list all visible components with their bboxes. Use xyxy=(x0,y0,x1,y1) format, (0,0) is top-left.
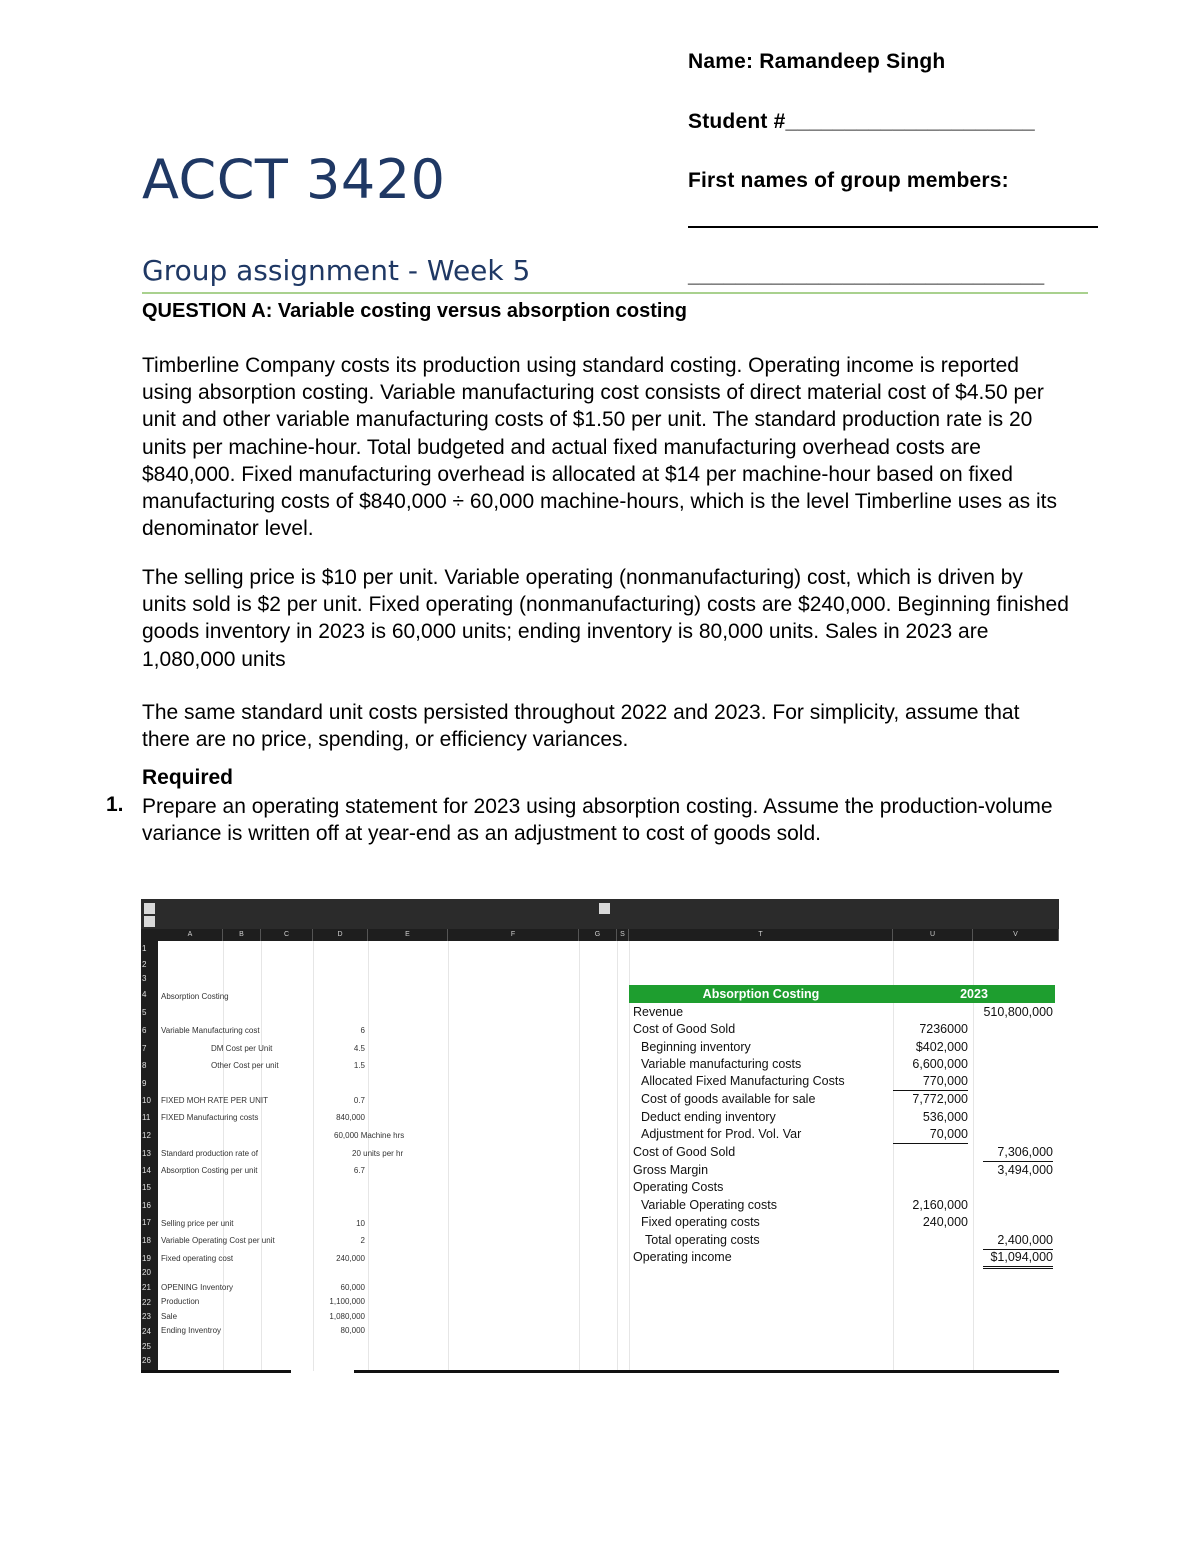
cell-value: 4.5 xyxy=(353,1044,365,1053)
col-header: D xyxy=(313,929,368,941)
cell-value: 1,100,000 xyxy=(329,1297,365,1306)
cell-value: 1.5 xyxy=(353,1061,365,1070)
statement-label: Allocated Fixed Manufacturing Costs xyxy=(641,1074,845,1088)
row-number: 19 xyxy=(142,1254,151,1263)
statement-value: 770,000 xyxy=(893,1073,968,1091)
col-header: S xyxy=(617,929,629,941)
row-header-bar xyxy=(141,941,158,1371)
statement-label: Variable manufacturing costs xyxy=(641,1057,802,1071)
statement-value: 3,494,000 xyxy=(997,1163,1053,1177)
cell-value: 840,000 xyxy=(336,1113,365,1122)
statement-label: Beginning inventory xyxy=(641,1040,751,1054)
row-number: 7 xyxy=(142,1044,147,1053)
paragraph-3: The same standard unit costs persisted throughout 2022 and 2023. For simplicity, assume that there are no price, spending, or efficiency variances. xyxy=(142,701,1020,752)
requirement-number: 1. xyxy=(106,793,124,816)
row-number: 17 xyxy=(142,1218,151,1227)
row-number: 20 xyxy=(142,1268,151,1277)
grid-line xyxy=(893,941,894,1371)
cell-value: 6 xyxy=(360,1026,365,1035)
statement-label: Cost of goods available for sale xyxy=(641,1092,816,1106)
col-header: F xyxy=(448,929,579,941)
row-number: 23 xyxy=(142,1312,151,1321)
row-number: 16 xyxy=(142,1201,151,1210)
col-header: G xyxy=(579,929,617,941)
cell-label: Absorption Costing per unit xyxy=(161,1166,258,1175)
title-rule xyxy=(142,292,1088,294)
assignment-subtitle: Group assignment - Week 5 xyxy=(142,254,531,287)
column-header-bar xyxy=(141,929,1059,941)
grid-line xyxy=(579,941,580,1371)
row-number: 24 xyxy=(142,1327,151,1336)
cell-label: Ending Inventroy xyxy=(161,1326,222,1335)
spreadsheet-screenshot xyxy=(141,899,1059,1374)
col-header: C xyxy=(261,929,313,941)
cell-value: 60,000 Machine hrs xyxy=(334,1131,405,1140)
cell-value: 1,080,000 xyxy=(329,1312,365,1321)
cell-label: Fixed operating cost xyxy=(161,1254,234,1263)
statement-value: 536,000 xyxy=(922,1110,968,1124)
statement-value: 7,772,000 xyxy=(912,1092,968,1106)
name-label: Name: Ramandeep Singh xyxy=(688,50,946,73)
statement-value: 7236000 xyxy=(919,1022,968,1036)
cell-value: 80,000 xyxy=(340,1326,365,1335)
requirement-text: Prepare an operating statement for 2023 using absorption costing. Assume the production-volume variance is written off at year-end as an adjustment to cost of goods sold. xyxy=(142,795,1053,846)
row-number: 13 xyxy=(142,1149,151,1158)
statement-value: 240,000 xyxy=(922,1215,968,1229)
cell-label: DM Cost per Unit xyxy=(211,1044,273,1053)
student-number-label: Student #_____________________ xyxy=(688,110,1035,133)
split-icon xyxy=(599,903,610,914)
cell-label: Variable Operating Cost per unit xyxy=(161,1236,275,1245)
cell-label: Absorption Costing xyxy=(161,992,229,1001)
cell-label: Selling price per unit xyxy=(161,1219,234,1228)
group-members-line-2: ______________________________ xyxy=(688,264,1045,287)
grid-line xyxy=(261,941,262,1371)
statement-value: 70,000 xyxy=(893,1126,968,1144)
row-number: 21 xyxy=(142,1283,151,1292)
statement-label: Operating Costs xyxy=(633,1180,724,1194)
statement-label: Cost of Good Sold xyxy=(633,1145,736,1159)
collapse-icon xyxy=(144,916,155,927)
col-header: U xyxy=(893,929,973,941)
sheet-bottom-rule xyxy=(141,1370,291,1373)
statement-value: 7,306,000 xyxy=(983,1144,1053,1162)
statement-label: Deduct ending inventory xyxy=(641,1110,776,1124)
row-number: 14 xyxy=(142,1166,151,1175)
row-number: 11 xyxy=(142,1113,151,1122)
statement-label: Adjustment for Prod. Vol. Var xyxy=(641,1127,802,1141)
statement-value: $402,000 xyxy=(915,1040,968,1054)
grid-line xyxy=(448,941,449,1371)
cell-value: 240,000 xyxy=(336,1254,365,1263)
row-number: 22 xyxy=(142,1298,151,1307)
row-number: 18 xyxy=(142,1236,151,1245)
statement-value: 510,800,000 xyxy=(983,1005,1053,1019)
row-number: 8 xyxy=(142,1061,147,1070)
grid-line xyxy=(629,941,630,1371)
cell-value: 60,000 xyxy=(340,1283,365,1292)
row-number: 3 xyxy=(142,974,147,983)
statement-value: 6,600,000 xyxy=(912,1057,968,1071)
cell-label: Production xyxy=(161,1297,200,1306)
statement-label: Cost of Good Sold xyxy=(633,1022,736,1036)
cell-label: Other Cost per unit xyxy=(211,1061,279,1070)
row-number: 15 xyxy=(142,1183,151,1192)
statement-label: Operating income xyxy=(633,1250,732,1264)
statement-label: Fixed operating costs xyxy=(641,1215,760,1229)
cell-value: 2 xyxy=(360,1236,365,1245)
statement-label: Revenue xyxy=(633,1005,684,1019)
row-number: 12 xyxy=(142,1131,151,1140)
col-header: E xyxy=(368,929,448,941)
statement-label: Gross Margin xyxy=(633,1163,709,1177)
cell-value: 0.7 xyxy=(353,1096,365,1105)
cell-label: Standard production rate of xyxy=(161,1149,258,1158)
row-number: 10 xyxy=(142,1096,151,1105)
question-title: QUESTION A: Variable costing versus absorption costing xyxy=(142,300,687,322)
row-number: 26 xyxy=(142,1356,151,1365)
col-header: T xyxy=(629,929,893,941)
row-number: 4 xyxy=(142,990,147,999)
col-header: V xyxy=(973,929,1059,941)
row-number: 2 xyxy=(142,960,147,969)
statement-value: 2,400,000 xyxy=(983,1232,1053,1250)
row-number: 6 xyxy=(142,1026,147,1035)
col-header: A xyxy=(158,929,223,941)
col-header: B xyxy=(223,929,261,941)
course-code: ACCT 3420 xyxy=(142,148,446,211)
statement-label: Variable Operating costs xyxy=(641,1198,777,1212)
row-number: 5 xyxy=(142,1008,147,1017)
cell-label: OPENING Inventory xyxy=(161,1283,234,1292)
expand-icon xyxy=(144,903,155,914)
cell-value: 10 xyxy=(356,1219,365,1228)
statement-year: 2023 xyxy=(893,985,1055,1003)
grid-line xyxy=(617,941,618,1371)
paragraph-2: The selling price is $10 per unit. Variable operating (nonmanufacturing) cost, which is driven by units sold is $2 per unit. Fixed operating (nonmanufacturing) costs are $240,000. Beginning finished goods inventory in 2023 is 60,000 units; ending inventory is 80,000 units. Sales in 2023 are 1,080,000 units xyxy=(142,566,1069,671)
statement-value: $1,094,000 xyxy=(983,1249,1053,1269)
row-number: 25 xyxy=(142,1342,151,1351)
statement-label: Total operating costs xyxy=(645,1233,760,1247)
row-number: 9 xyxy=(142,1079,147,1088)
cell-value: 20 units per hr xyxy=(352,1149,404,1158)
spreadsheet-toolbar xyxy=(141,899,1059,929)
statement-value: 2,160,000 xyxy=(912,1198,968,1212)
cell-value: 6.7 xyxy=(353,1166,365,1175)
group-members-line-1 xyxy=(688,226,1098,228)
cell-label: FIXED MOH RATE PER UNIT xyxy=(161,1096,268,1105)
cell-label: FIXED Manufacturing costs xyxy=(161,1113,259,1122)
statement-header: Absorption Costing xyxy=(629,985,893,1003)
group-members-label: First names of group members: xyxy=(688,169,1009,192)
grid-line xyxy=(313,941,314,1371)
required-heading: Required xyxy=(142,766,234,789)
cell-label: Sale xyxy=(161,1312,178,1321)
row-number: 1 xyxy=(142,944,147,953)
paragraph-1: Timberline Company costs its production using standard costing. Operating income is reported using absorption costing. Variable manufacturing cost consists of direct material cost of $4.50 per unit and other variable manufacturing costs of $1.50 per unit. The standard production rate is 20 units per machine-hour. Total budgeted and actual fixed manufacturing overhead costs are $840,000. Fixed manufacturing overhead is allocated at $14 per machine-hour based on fixed manufacturing costs of $840,000 ÷ 60,000 machine-hours, which is the level Timberline uses as its denominator level. xyxy=(142,354,1058,541)
cell-label: Variable Manufacturing cost xyxy=(161,1026,260,1035)
sheet-bottom-rule xyxy=(354,1370,1059,1373)
